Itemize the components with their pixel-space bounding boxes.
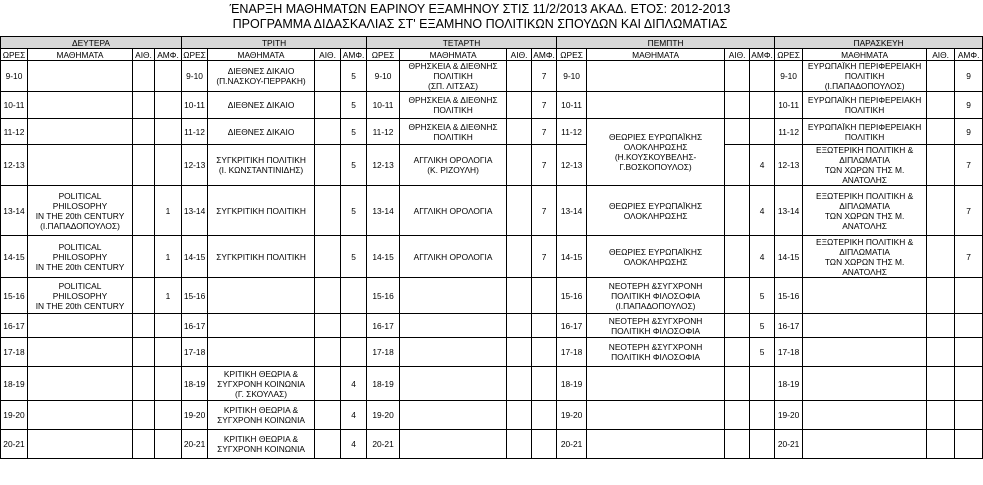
hour-cell: 9-10	[1, 61, 28, 92]
day-friday: ΠΑΡΑΣΚΕΥΗ	[775, 37, 983, 49]
hour-cell: 17-18	[367, 338, 400, 367]
course-political-philosophy: POLITICAL PHILOSOPHY IN THE 20th CENTURY (Ι.ΠΑΠΑΔΟΠΟΥΛΟΣ)	[28, 186, 133, 236]
col-hours: ΩΡΕΣ	[775, 49, 803, 61]
course-religion: ΘΡΗΣΚΕΙΑ & ΔΙΕΘΝΗΣ ΠΟΛΙΤΙΚΗ	[400, 92, 507, 119]
col-room: ΑΙΘ.	[133, 49, 155, 61]
hour-cell: 11-12	[1, 119, 28, 145]
row-18-19: 18-19 18-19 ΚΡΙΤΙΚΗ ΘΕΩΡΙΑ & ΣΥΓΧΡΟΝΗ ΚΟΙΝΩΝΙΑ (Γ. ΣΚΟΥΛΑΣ) 4 18-19 18-19 18-19	[1, 367, 983, 401]
hour-cell: 15-16	[367, 278, 400, 314]
hour-cell: 17-18	[775, 338, 803, 367]
hour-cell: 12-13	[182, 145, 208, 186]
hour-cell: 9-10	[775, 61, 803, 92]
col-room: ΑΙΘ.	[725, 49, 750, 61]
hour-cell: 14-15	[367, 236, 400, 278]
hour-cell: 16-17	[557, 314, 587, 338]
hour-cell: 17-18	[182, 338, 208, 367]
hour-cell: 16-17	[367, 314, 400, 338]
course-foreign-policy: ΕΞΩΤΕΡΙΚΗ ΠΟΛΙΤΙΚΗ & ΔΙΠΛΩΜΑΤΙΑ ΤΩΝ ΧΩΡΩΝ ΤΗΣ Μ. ΑΝΑΤΟΛΗΣ	[803, 145, 927, 186]
row-14-15: 14-15 POLITICAL PHILOSOPHY IN THE 20th CENTURY 1 14-15 ΣΥΓΚΡΙΤΙΚΗ ΠΟΛΙΤΙΚΗ 5 14-15 ΑΓΓΛΙΚΗ ΟΡΟΛΟΓΙΑ 7 14-15 ΘΕΩΡΙΕΣ ΕΥΡΩΠΑΪΚΗΣ ΟΛΟΚΛΗΡΩΣΗΣ 4 14-15 ΕΞΩΤΕΡΙΚΗ ΠΟΛΙΤΙΚΗ & ΔΙΠΛΩΜΑΤΙΑ ΤΩΝ ΧΩΡΩΝ ΤΗΣ Μ. ΑΝΑΤΟΛΗΣ 7	[1, 236, 983, 278]
hour-cell: 12-13	[775, 145, 803, 186]
hour-cell: 20-21	[367, 430, 400, 459]
course-critical-theory: ΚΡΙΤΙΚΗ ΘΕΩΡΙΑ & ΣΥΓΧΡΟΝΗ ΚΟΙΝΩΝΙΑ	[208, 401, 315, 430]
col-amph: ΑΜΦ.	[533, 49, 555, 60]
hour-cell: 16-17	[775, 314, 803, 338]
hour-cell: 14-15	[182, 236, 208, 278]
hour-cell: 19-20	[367, 401, 400, 430]
hour-cell: 13-14	[557, 186, 587, 236]
col-room: ΑΙΘ.	[507, 49, 532, 61]
hour-cell: 18-19	[1, 367, 28, 401]
col-hours: ΩΡΕΣ	[557, 49, 587, 61]
hour-cell: 20-21	[775, 430, 803, 459]
course-intl-law: ΔΙΕΘΝΕΣ ΔΙΚΑΙΟ	[208, 119, 315, 145]
col-course: ΜΑΘΗΜΑΤΑ	[587, 49, 725, 61]
course-euro-integration: ΘΕΩΡΙΕΣ ΕΥΡΩΠΑΪΚΗΣ ΟΛΟΚΛΗΡΩΣΗΣ	[587, 186, 725, 236]
course-euro-periph: ΕΥΡΩΠΑΪΚΗ ΠΕΡΙΦΕΡΕΙΑΚΗ ΠΟΛΙΤΙΚΗ	[803, 92, 927, 119]
day-monday: ΔΕΥΤΕΡΑ	[1, 37, 182, 49]
hour-cell: 17-18	[557, 338, 587, 367]
col-amph: ΑΜΦ.	[341, 49, 367, 61]
row-9-10: 9-10 9-10 ΔΙΕΘΝΕΣ ΔΙΚΑΙΟ (Π.ΝΑΣΚΟΥ-ΠΕΡΡΑΚΗ) 5 9-10 ΘΡΗΣΚΕΙΑ & ΔΙΕΘΝΗΣ ΠΟΛΙΤΙΚΗ (ΣΠ. ΛΙΤΣΑΣ) 7 9-10 9-10 ΕΥΡΩΠΑΪΚΗ ΠΕΡΙΦΕΡΕΙΑΚΗ ΠΟΛΙΤΙΚΗ (Ι.ΠΑΠΑΔΟΠΟΥΛΟΣ) 9	[1, 61, 983, 92]
hour-cell: 18-19	[775, 367, 803, 401]
hour-cell: 9-10	[367, 61, 400, 92]
hour-cell: 19-20	[775, 401, 803, 430]
hour-cell: 10-11	[367, 92, 400, 119]
course-english-terminology: ΑΓΓΛΙΚΗ ΟΡΟΛΟΓΙΑ	[400, 186, 507, 236]
hour-cell: 19-20	[557, 401, 587, 430]
hour-cell: 15-16	[1, 278, 28, 314]
hour-cell: 19-20	[182, 401, 208, 430]
column-header-row	[1, 49, 983, 61]
hour-cell: 18-19	[367, 367, 400, 401]
day-row	[1, 37, 983, 49]
hour-cell: 12-13	[1, 145, 28, 186]
course-foreign-policy: ΕΞΩΤΕΡΙΚΗ ΠΟΛΙΤΙΚΗ & ΔΙΠΛΩΜΑΤΙΑ ΤΩΝ ΧΩΡΩΝ ΤΗΣ Μ. ΑΝΑΤΟΛΗΣ	[803, 186, 927, 236]
col-course: ΜΑΘΗΜΑΤΑ	[803, 49, 927, 61]
row-12-13: 12-13 12-13 ΣΥΓΚΡΙΤΙΚΗ ΠΟΛΙΤΙΚΗ (Ι. ΚΩΝΣΤΑΝΤΙΝΙΔΗΣ) 5 12-13 ΑΓΓΛΙΚΗ ΟΡΟΛΟΓΙΑ (Κ. ΡΙΖΟΥΛΗ) 7 12-13 4 12-13 ΕΞΩΤΕΡΙΚΗ ΠΟΛΙΤΙΚΗ & ΔΙΠΛΩΜΑΤΙΑ ΤΩΝ ΧΩΡΩΝ ΤΗΣ Μ. ΑΝΑΤΟΛΗΣ 7	[1, 145, 983, 186]
col-hours: ΩΡΕΣ	[183, 49, 206, 60]
hour-cell: 18-19	[182, 367, 208, 401]
hour-cell: 19-20	[1, 401, 28, 430]
hour-cell: 14-15	[775, 236, 803, 278]
hour-cell: 11-12	[557, 119, 587, 145]
schedule-title: ΠΡΟΓΡΑΜΜΑ ΔΙΔΑΣΚΑΛΙΑΣ ΣΤ' ΕΞΑΜΗΝΟ ΠΟΛΙΤΙΚΩΝ ΣΠΟΥΔΩΝ ΚΑΙ ΔΙΠΛΩΜΑΤΙΑΣ	[232, 17, 728, 31]
hour-cell: 20-21	[182, 430, 208, 459]
col-hours: ΩΡΕΣ	[1, 49, 28, 61]
col-hours: ΩΡΕΣ	[367, 49, 400, 61]
course-comparative-politics: ΣΥΓΚΡΙΤΙΚΗ ΠΟΛΙΤΙΚΗ	[208, 236, 315, 278]
day-wednesday: ΤΕΤΑΡΤΗ	[367, 37, 557, 49]
col-amph: ΑΜΦ.	[155, 49, 182, 61]
hour-cell: 9-10	[182, 61, 208, 92]
hour-cell: 15-16	[557, 278, 587, 314]
day-tuesday: ΤΡΙΤΗ	[182, 37, 367, 49]
row-10-11: 10-11 10-11 ΔΙΕΘΝΕΣ ΔΙΚΑΙΟ 5 10-11 ΘΡΗΣΚΕΙΑ & ΔΙΕΘΝΗΣ ΠΟΛΙΤΙΚΗ 7 10-11 10-11 ΕΥΡΩΠΑΪΚΗ ΠΕΡΙΦΕΡΕΙΑΚΗ ΠΟΛΙΤΙΚΗ 9	[1, 92, 983, 119]
hour-cell: 13-14	[182, 186, 208, 236]
row-15-16: 15-16 POLITICAL PHILOSOPHY IN THE 20th CENTURY 1 15-16 15-16 15-16 ΝΕΟΤΕΡΗ &ΣΥΓΧΡΟΝΗ ΠΟΛΙΤΙΚΗ ΦΙΛΟΣΟΦΙΑ (Ι.ΠΑΠΑΔΟΠΟΥΛΟΣ) 5 15-16	[1, 278, 983, 314]
col-room: ΑΙΘ.	[927, 49, 955, 61]
announcement-title: ΈΝΑΡΞΗ ΜΑΘΗΜΑΤΩΝ ΕΑΡΙΝΟΥ ΕΞΑΜΗΝΟΥ ΣΤΙΣ 11/2/2013 ΑΚΑΔ. ΕΤΟΣ: 2012-2013	[229, 2, 731, 16]
timetable	[0, 36, 983, 459]
hour-cell: 14-15	[1, 236, 28, 278]
col-amph: ΑΜΦ.	[751, 49, 773, 60]
hour-cell: 15-16	[775, 278, 803, 314]
hour-cell: 20-21	[1, 430, 28, 459]
day-thursday: ΠΕΜΠΤΗ	[557, 37, 775, 49]
course-comparative-politics: ΣΥΓΚΡΙΤΙΚΗ ΠΟΛΙΤΙΚΗ (Ι. ΚΩΝΣΤΑΝΤΙΝΙΔΗΣ)	[208, 145, 315, 186]
course-critical-theory: ΚΡΙΤΙΚΗ ΘΕΩΡΙΑ & ΣΥΓΧΡΟΝΗ ΚΟΙΝΩΝΙΑ (Γ. ΣΚΟΥΛΑΣ)	[208, 367, 315, 401]
course-euro-periph: ΕΥΡΩΠΑΪΚΗ ΠΕΡΙΦΕΡΕΙΑΚΗ ΠΟΛΙΤΙΚΗ (Ι.ΠΑΠΑΔΟΠΟΥΛΟΣ)	[803, 61, 927, 92]
col-amph: ΑΜΦ.	[955, 49, 983, 61]
hour-cell: 11-12	[182, 119, 208, 145]
hour-cell: 15-16	[182, 278, 208, 314]
course-euro-integration: ΘΕΩΡΙΕΣ ΕΥΡΩΠΑΪΚΗΣ ΟΛΟΚΛΗΡΩΣΗΣ (Η.ΚΟΥΣΚΟΥΒΕΛΗΣ- Γ.ΒΟΣΚΟΠΟΥΛΟΣ)	[587, 119, 725, 186]
hour-cell: 12-13	[557, 145, 587, 186]
row-11-12: 11-12 11-12 ΔΙΕΘΝΕΣ ΔΙΚΑΙΟ 5 11-12 ΘΡΗΣΚΕΙΑ & ΔΙΕΘΝΗΣ ΠΟΛΙΤΙΚΗ 7 11-12 ΘΕΩΡΙΕΣ ΕΥΡΩΠΑΪΚΗΣ ΟΛΟΚΛΗΡΩΣΗΣ (Η.ΚΟΥΣΚΟΥΒΕΛΗΣ- Γ.ΒΟΣΚΟΠΟΥΛΟΣ) 11-12 ΕΥΡΩΠΑΪΚΗ ΠΕΡΙΦΕΡΕΙΑΚΗ ΠΟΛΙΤΙΚΗ 9	[1, 119, 983, 145]
course-modern-philosophy: ΝΕΟΤΕΡΗ &ΣΥΓΧΡΟΝΗ ΠΟΛΙΤΙΚΗ ΦΙΛΟΣΟΦΙΑ (Ι.ΠΑΠΑΔΟΠΟΥΛΟΣ)	[587, 278, 725, 314]
hour-cell: 20-21	[557, 430, 587, 459]
hour-cell: 16-17	[182, 314, 208, 338]
hour-cell: 10-11	[557, 92, 587, 119]
hour-cell: 11-12	[367, 119, 400, 145]
hour-cell: 11-12	[775, 119, 803, 145]
col-course: ΜΑΘΗΜΑΤΑ	[208, 49, 315, 61]
course-intl-law: ΔΙΕΘΝΕΣ ΔΙΚΑΙΟ (Π.ΝΑΣΚΟΥ-ΠΕΡΡΑΚΗ)	[208, 61, 315, 92]
course-modern-philosophy: ΝΕΟΤΕΡΗ &ΣΥΓΧΡΟΝΗ ΠΟΛΙΤΙΚΗ ΦΙΛΟΣΟΦΙΑ	[587, 314, 725, 338]
row-17-18: 17-18 17-18 17-18 17-18 ΝΕΟΤΕΡΗ &ΣΥΓΧΡΟΝΗ ΠΟΛΙΤΙΚΗ ΦΙΛΟΣΟΦΙΑ 5 17-18	[1, 338, 983, 367]
col-course: ΜΑΘΗΜΑΤΑ	[400, 49, 507, 61]
hour-cell: 13-14	[367, 186, 400, 236]
course-critical-theory: ΚΡΙΤΙΚΗ ΘΕΩΡΙΑ & ΣΥΓΧΡΟΝΗ ΚΟΙΝΩΝΙΑ	[208, 430, 315, 459]
hour-cell: 17-18	[1, 338, 28, 367]
hour-cell: 18-19	[557, 367, 587, 401]
course-euro-periph: ΕΥΡΩΠΑΪΚΗ ΠΕΡΙΦΕΡΕΙΑΚΗ ΠΟΛΙΤΙΚΗ	[803, 119, 927, 145]
hour-cell: 10-11	[1, 92, 28, 119]
hour-cell: 10-11	[775, 92, 803, 119]
course-foreign-policy: ΕΞΩΤΕΡΙΚΗ ΠΟΛΙΤΙΚΗ & ΔΙΠΛΩΜΑΤΙΑ ΤΩΝ ΧΩΡΩΝ ΤΗΣ Μ. ΑΝΑΤΟΛΗΣ	[803, 236, 927, 278]
row-19-20: 19-20 19-20 ΚΡΙΤΙΚΗ ΘΕΩΡΙΑ & ΣΥΓΧΡΟΝΗ ΚΟΙΝΩΝΙΑ 4 19-20 19-20 19-20	[1, 401, 983, 430]
col-room: ΑΙΘ.	[315, 49, 341, 61]
course-modern-philosophy: ΝΕΟΤΕΡΗ &ΣΥΓΧΡΟΝΗ ΠΟΛΙΤΙΚΗ ΦΙΛΟΣΟΦΙΑ	[587, 338, 725, 367]
course-euro-integration: ΘΕΩΡΙΕΣ ΕΥΡΩΠΑΪΚΗΣ ΟΛΟΚΛΗΡΩΣΗΣ	[587, 236, 725, 278]
hour-cell: 12-13	[367, 145, 400, 186]
row-13-14: 13-14 POLITICAL PHILOSOPHY IN THE 20th CENTURY (Ι.ΠΑΠΑΔΟΠΟΥΛΟΣ) 1 13-14 ΣΥΓΚΡΙΤΙΚΗ ΠΟΛΙΤΙΚΗ 5 13-14 ΑΓΓΛΙΚΗ ΟΡΟΛΟΓΙΑ 7 13-14 ΘΕΩΡΙΕΣ ΕΥΡΩΠΑΪΚΗΣ ΟΛΟΚΛΗΡΩΣΗΣ 4 13-14 ΕΞΩΤΕΡΙΚΗ ΠΟΛΙΤΙΚΗ & ΔΙΠΛΩΜΑΤΙΑ ΤΩΝ ΧΩΡΩΝ ΤΗΣ Μ. ΑΝΑΤΟΛΗΣ 7	[1, 186, 983, 236]
course-religion: ΘΡΗΣΚΕΙΑ & ΔΙΕΘΝΗΣ ΠΟΛΙΤΙΚΗ	[400, 119, 507, 145]
hour-cell: 10-11	[182, 92, 208, 119]
course-political-philosophy: POLITICAL PHILOSOPHY IN THE 20th CENTURY	[28, 236, 133, 278]
course-intl-law: ΔΙΕΘΝΕΣ ΔΙΚΑΙΟ	[208, 92, 315, 119]
hour-cell: 13-14	[1, 186, 28, 236]
hour-cell: 16-17	[1, 314, 28, 338]
col-course: ΜΑΘΗΜΑΤΑ	[28, 49, 133, 61]
hour-cell: 14-15	[557, 236, 587, 278]
row-20-21: 20-21 20-21 ΚΡΙΤΙΚΗ ΘΕΩΡΙΑ & ΣΥΓΧΡΟΝΗ ΚΟΙΝΩΝΙΑ 4 20-21 20-21 20-21	[1, 430, 983, 459]
hour-cell: 13-14	[775, 186, 803, 236]
course-religion: ΘΡΗΣΚΕΙΑ & ΔΙΕΘΝΗΣ ΠΟΛΙΤΙΚΗ (ΣΠ. ΛΙΤΣΑΣ)	[400, 61, 507, 92]
hour-cell: 9-10	[557, 61, 587, 92]
course-english-terminology: ΑΓΓΛΙΚΗ ΟΡΟΛΟΓΙΑ (Κ. ΡΙΖΟΥΛΗ)	[400, 145, 507, 186]
course-political-philosophy: POLITICAL PHILOSOPHY IN THE 20th CENTURY	[28, 278, 133, 314]
course-comparative-politics: ΣΥΓΚΡΙΤΙΚΗ ΠΟΛΙΤΙΚΗ	[208, 186, 315, 236]
course-english-terminology: ΑΓΓΛΙΚΗ ΟΡΟΛΟΓΙΑ	[400, 236, 507, 278]
row-16-17: 16-17 16-17 16-17 16-17 ΝΕΟΤΕΡΗ &ΣΥΓΧΡΟΝΗ ΠΟΛΙΤΙΚΗ ΦΙΛΟΣΟΦΙΑ 5 16-17	[1, 314, 983, 338]
